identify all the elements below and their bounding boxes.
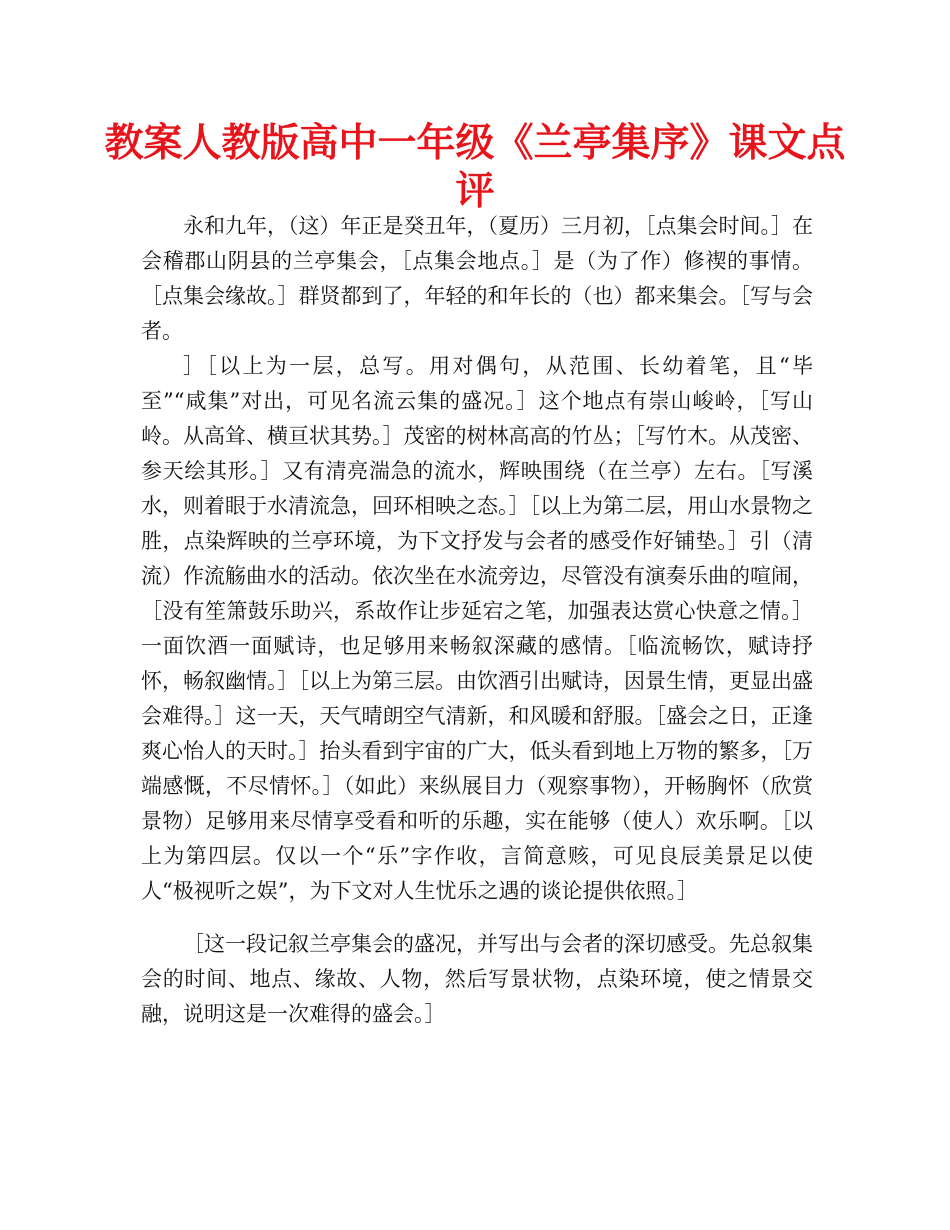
document-body	[141, 209, 813, 1032]
paragraph-2: ］［以上为一层，总写。用对偶句，从范围、长幼着笔，且“毕至”“咸集”对出，可见名流云集的盛况。］这个地点有崇山峻岭，［写山岭。从高耸、横亘状其势。］茂密的树林高高的竹丛；［写竹木。从茂密、参天绘其形。］又有清亮湍急的流水，辉映围绕（在兰亭）左右。［写溪水，则着眼于水清流急，回环相映之态。］［以上为第二层，用山水景物之胜，点染辉映的兰亭环境，为下文抒发与会者的感受作好铺垫。］引（清流）作流觞曲水的活动。依次坐在水流旁边，尽管没有演奏乐曲的喧闹，［没有笙箫鼓乐助兴，系故作让步延宕之笔，加强表达赏心快意之情。］一面饮酒一面赋诗，也足够用来畅叙深藏的感情。［临流畅饮，赋诗抒怀，畅叙幽情。］［以上为第三层。由饮酒引出赋诗，因景生情，更显出盛会难得。］这一天，天气晴朗空气清新，和风暖和舒服。［盛会之日，正逢爽心怡人的天时。］抬头看到宇宙的广大，低头看到地上万物的繁多，［万端感慨，不尽情怀。］（如此）来纵展目力（观察事物），开畅胸怀（欣赏景物）足够用来尽情享受看和听的乐趣，实在能够（使人）欢乐啊。［以上为第四层。仅以一个“乐”字作收，言简意赅，可见良辰美景足以使人“极视听之娱”，为下文对人生忧乐之遇的谈论提供依照。］	[141, 354, 813, 903]
document-title: 教案人教版高中一年级《兰亭集序》课文点评	[104, 121, 846, 214]
paragraph-1: 永和九年，（这）年正是癸丑年，（夏历）三月初，［点集会时间。］在会稽郡山阴县的兰亭集会，［点集会地点。］是（为了作）修禊的事情。［点集会缘故。］群贤都到了，年轻的和年长的（也）都来集会。［写与会者。	[141, 214, 813, 343]
paragraph-3: ［这一段记叙兰亭集会的盛况，并写出与会者的深切感受。先总叙集会的时间、地点、缘故、人物，然后写景状物，点染环境，使之情景交融，说明这是一次难得的盛会。］	[141, 932, 813, 1026]
